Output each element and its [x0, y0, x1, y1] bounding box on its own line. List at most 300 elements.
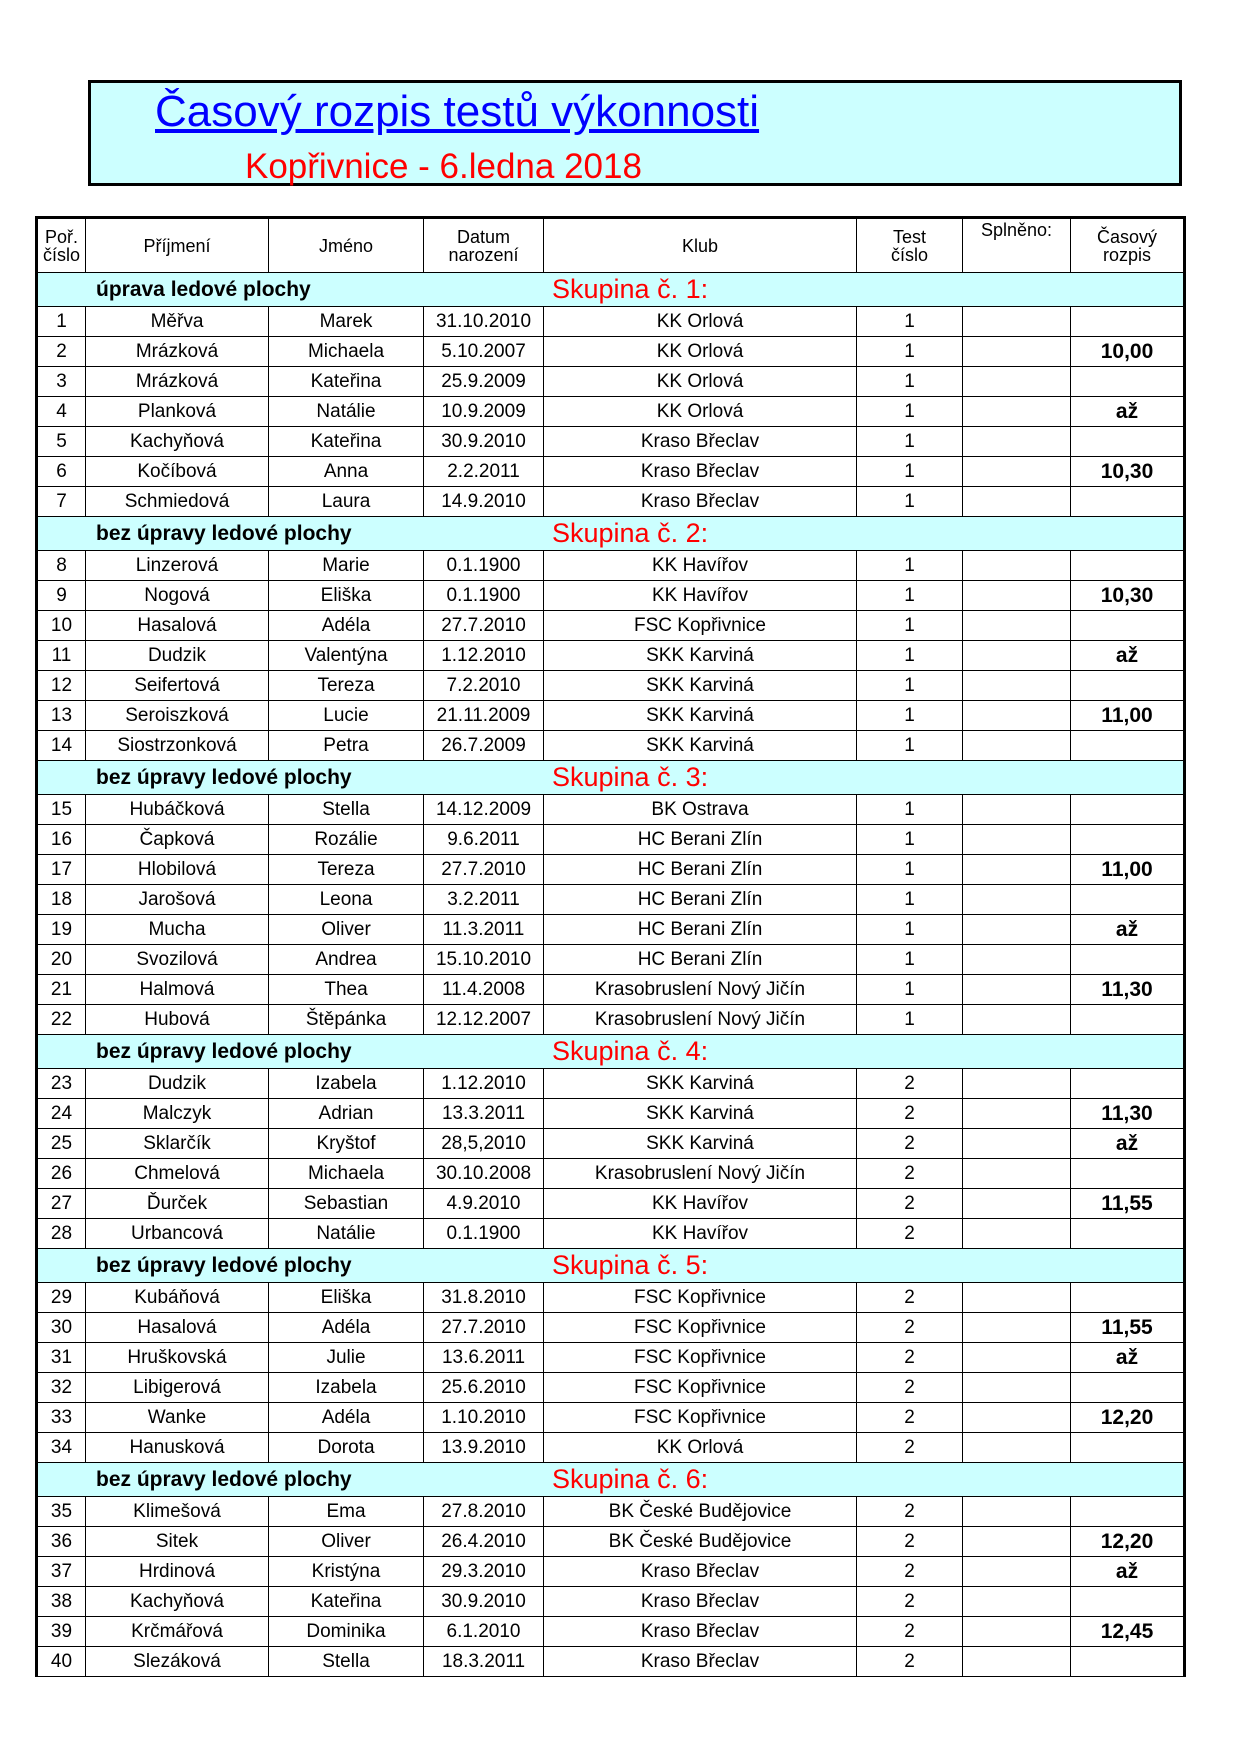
- cell-splneno: [963, 825, 1071, 855]
- cell-splneno: [963, 1403, 1071, 1433]
- group-header: [37, 1249, 1185, 1283]
- cell-jmeno: Kateřina: [269, 367, 424, 397]
- table-row: [37, 397, 1185, 427]
- cell-casovy: 12,20: [1071, 1527, 1185, 1557]
- cell-klub: BK Ostrava: [544, 795, 857, 825]
- cell-test: 2: [857, 1617, 963, 1647]
- cell-jmeno: Natálie: [269, 397, 424, 427]
- table-row: [37, 945, 1185, 975]
- cell-prijmeni: Jarošová: [86, 885, 269, 915]
- cell-por: 5: [37, 427, 86, 457]
- cell-narozeni: 27.7.2010: [424, 855, 544, 885]
- cell-por: 15: [37, 795, 86, 825]
- cell-por: 25: [37, 1129, 86, 1159]
- cell-casovy: [1071, 731, 1185, 761]
- cell-klub: KK Orlová: [544, 367, 857, 397]
- cell-por: 32: [37, 1373, 86, 1403]
- cell-por: 9: [37, 581, 86, 611]
- cell-splneno: [963, 367, 1071, 397]
- cell-jmeno: Eliška: [269, 1283, 424, 1313]
- cell-narozeni: 21.11.2009: [424, 701, 544, 731]
- cell-klub: KK Havířov: [544, 1189, 857, 1219]
- cell-narozeni: 30.9.2010: [424, 1587, 544, 1617]
- group-header: [37, 517, 1185, 551]
- title-box: [88, 80, 1182, 186]
- table-row: [37, 1497, 1185, 1527]
- group-ice-label: bez úpravy ledové plochy: [96, 1468, 352, 1491]
- cell-klub: HC Berani Zlín: [544, 855, 857, 885]
- cell-jmeno: Dominika: [269, 1617, 424, 1647]
- cell-por: 3: [37, 367, 86, 397]
- cell-jmeno: Adéla: [269, 1313, 424, 1343]
- cell-test: 1: [857, 337, 963, 367]
- cell-test: 2: [857, 1403, 963, 1433]
- table-row: [37, 671, 1185, 701]
- cell-test: 1: [857, 975, 963, 1005]
- cell-prijmeni: Kachyňová: [86, 1587, 269, 1617]
- cell-prijmeni: Malczyk: [86, 1099, 269, 1129]
- cell-test: 2: [857, 1069, 963, 1099]
- cell-por: 28: [37, 1219, 86, 1249]
- cell-splneno: [963, 855, 1071, 885]
- cell-splneno: [963, 1557, 1071, 1587]
- cell-splneno: [963, 1099, 1071, 1129]
- group-header: [37, 1463, 1185, 1497]
- cell-test: 2: [857, 1647, 963, 1677]
- table-row: [37, 487, 1185, 517]
- cell-splneno: [963, 457, 1071, 487]
- cell-narozeni: 7.2.2010: [424, 671, 544, 701]
- cell-splneno: [963, 1587, 1071, 1617]
- group-header-row: [37, 1463, 1185, 1497]
- cell-klub: KK Orlová: [544, 1433, 857, 1463]
- cell-casovy: až: [1071, 1343, 1185, 1373]
- cell-klub: Kraso Břeclav: [544, 457, 857, 487]
- cell-splneno: [963, 1527, 1071, 1557]
- cell-casovy: 11,30: [1071, 1099, 1185, 1129]
- cell-jmeno: Adrian: [269, 1099, 424, 1129]
- group-name: Skupina č. 5:: [552, 1250, 709, 1280]
- cell-casovy: 11,55: [1071, 1189, 1185, 1219]
- cell-prijmeni: Svozilová: [86, 945, 269, 975]
- cell-por: 23: [37, 1069, 86, 1099]
- table-row: [37, 307, 1185, 337]
- cell-jmeno: Kristýna: [269, 1557, 424, 1587]
- cell-casovy: [1071, 1433, 1185, 1463]
- cell-jmeno: Andrea: [269, 945, 424, 975]
- cell-por: 37: [37, 1557, 86, 1587]
- cell-narozeni: 13.9.2010: [424, 1433, 544, 1463]
- cell-jmeno: Laura: [269, 487, 424, 517]
- cell-por: 20: [37, 945, 86, 975]
- cell-por: 40: [37, 1647, 86, 1677]
- cell-prijmeni: Sitek: [86, 1527, 269, 1557]
- cell-splneno: [963, 1313, 1071, 1343]
- cell-klub: FSC Kopřivnice: [544, 1403, 857, 1433]
- cell-jmeno: Stella: [269, 1647, 424, 1677]
- cell-narozeni: 25.6.2010: [424, 1373, 544, 1403]
- cell-test: 1: [857, 307, 963, 337]
- cell-jmeno: Rozálie: [269, 825, 424, 855]
- cell-test: 1: [857, 825, 963, 855]
- cell-por: 19: [37, 915, 86, 945]
- cell-por: 39: [37, 1617, 86, 1647]
- cell-por: 22: [37, 1005, 86, 1035]
- cell-por: 18: [37, 885, 86, 915]
- table-row: [37, 1189, 1185, 1219]
- cell-por: 10: [37, 611, 86, 641]
- table-row: [37, 885, 1185, 915]
- cell-test: 1: [857, 457, 963, 487]
- cell-casovy: 10,30: [1071, 581, 1185, 611]
- cell-casovy: 11,00: [1071, 855, 1185, 885]
- cell-splneno: [963, 611, 1071, 641]
- col-header-casovy: Časový rozpis: [1071, 218, 1185, 273]
- cell-por: 12: [37, 671, 86, 701]
- table-row: [37, 731, 1185, 761]
- cell-jmeno: Izabela: [269, 1373, 424, 1403]
- cell-prijmeni: Kachyňová: [86, 427, 269, 457]
- cell-klub: KK Havířov: [544, 551, 857, 581]
- cell-por: 21: [37, 975, 86, 1005]
- cell-narozeni: 31.8.2010: [424, 1283, 544, 1313]
- cell-por: 14: [37, 731, 86, 761]
- cell-narozeni: 10.9.2009: [424, 397, 544, 427]
- cell-por: 17: [37, 855, 86, 885]
- cell-splneno: [963, 1283, 1071, 1313]
- cell-klub: SKK Karviná: [544, 731, 857, 761]
- table-row: [37, 1313, 1185, 1343]
- cell-narozeni: 14.12.2009: [424, 795, 544, 825]
- col-header-por: Poř. číslo: [37, 218, 86, 273]
- cell-splneno: [963, 671, 1071, 701]
- cell-por: 7: [37, 487, 86, 517]
- group-name: Skupina č. 3:: [552, 762, 709, 792]
- cell-klub: FSC Kopřivnice: [544, 1343, 857, 1373]
- cell-splneno: [963, 1189, 1071, 1219]
- table-row: [37, 701, 1185, 731]
- col-header-narozeni: Datum narození: [424, 218, 544, 273]
- group-ice-label: úprava ledové plochy: [96, 278, 311, 301]
- cell-por: 29: [37, 1283, 86, 1313]
- table-row: [37, 1219, 1185, 1249]
- cell-splneno: [963, 397, 1071, 427]
- cell-narozeni: 6.1.2010: [424, 1617, 544, 1647]
- cell-por: 8: [37, 551, 86, 581]
- table-row: [37, 1647, 1185, 1677]
- cell-por: 6: [37, 457, 86, 487]
- table-row: [37, 825, 1185, 855]
- cell-klub: KK Havířov: [544, 581, 857, 611]
- cell-casovy: [1071, 825, 1185, 855]
- cell-prijmeni: Hruškovská: [86, 1343, 269, 1373]
- cell-test: 2: [857, 1159, 963, 1189]
- cell-narozeni: 30.10.2008: [424, 1159, 544, 1189]
- group-header: [37, 273, 1185, 307]
- cell-jmeno: Natálie: [269, 1219, 424, 1249]
- table-row: [37, 1557, 1185, 1587]
- table-row: [37, 1099, 1185, 1129]
- cell-klub: Krasobruslení Nový Jičín: [544, 975, 857, 1005]
- table-row: [37, 795, 1185, 825]
- cell-test: 1: [857, 945, 963, 975]
- cell-prijmeni: Kubáňová: [86, 1283, 269, 1313]
- cell-jmeno: Dorota: [269, 1433, 424, 1463]
- group-header-row: [37, 1035, 1185, 1069]
- cell-klub: BK České Budějovice: [544, 1497, 857, 1527]
- cell-splneno: [963, 1069, 1071, 1099]
- col-header-test: Test číslo: [857, 218, 963, 273]
- col-header-splneno: Splněno:: [963, 218, 1071, 273]
- cell-prijmeni: Seroiszková: [86, 701, 269, 731]
- cell-jmeno: Leona: [269, 885, 424, 915]
- cell-por: 13: [37, 701, 86, 731]
- cell-casovy: [1071, 427, 1185, 457]
- cell-casovy: až: [1071, 915, 1185, 945]
- cell-casovy: 11,00: [1071, 701, 1185, 731]
- cell-splneno: [963, 551, 1071, 581]
- cell-test: 1: [857, 795, 963, 825]
- cell-por: 1: [37, 307, 86, 337]
- cell-jmeno: Petra: [269, 731, 424, 761]
- cell-test: 2: [857, 1343, 963, 1373]
- cell-casovy: [1071, 1005, 1185, 1035]
- cell-prijmeni: Halmová: [86, 975, 269, 1005]
- cell-narozeni: 3.2.2011: [424, 885, 544, 915]
- cell-splneno: [963, 487, 1071, 517]
- cell-narozeni: 11.4.2008: [424, 975, 544, 1005]
- cell-splneno: [963, 915, 1071, 945]
- cell-jmeno: Oliver: [269, 1527, 424, 1557]
- group-ice-label: bez úpravy ledové plochy: [96, 1254, 352, 1277]
- cell-jmeno: Stella: [269, 795, 424, 825]
- cell-por: 34: [37, 1433, 86, 1463]
- group-header-row: [37, 517, 1185, 551]
- cell-jmeno: Kateřina: [269, 1587, 424, 1617]
- page-subtitle: Kopřivnice - 6.ledna 2018: [245, 147, 642, 186]
- cell-test: 2: [857, 1373, 963, 1403]
- cell-test: 2: [857, 1283, 963, 1313]
- cell-casovy: až: [1071, 397, 1185, 427]
- cell-narozeni: 29.3.2010: [424, 1557, 544, 1587]
- cell-prijmeni: Hubáčková: [86, 795, 269, 825]
- cell-por: 36: [37, 1527, 86, 1557]
- table-row: [37, 1005, 1185, 1035]
- cell-jmeno: Marie: [269, 551, 424, 581]
- cell-klub: HC Berani Zlín: [544, 915, 857, 945]
- cell-casovy: [1071, 795, 1185, 825]
- cell-test: 1: [857, 885, 963, 915]
- cell-narozeni: 9.6.2011: [424, 825, 544, 855]
- cell-klub: Kraso Břeclav: [544, 427, 857, 457]
- cell-narozeni: 0.1.1900: [424, 1219, 544, 1249]
- cell-narozeni: 13.3.2011: [424, 1099, 544, 1129]
- group-name: Skupina č. 2:: [552, 518, 709, 548]
- cell-klub: FSC Kopřivnice: [544, 1373, 857, 1403]
- cell-klub: Krasobruslení Nový Jičín: [544, 1005, 857, 1035]
- cell-test: 1: [857, 611, 963, 641]
- cell-klub: KK Orlová: [544, 397, 857, 427]
- cell-narozeni: 15.10.2010: [424, 945, 544, 975]
- group-ice-label: bez úpravy ledové plochy: [96, 766, 352, 789]
- table-row: [37, 1587, 1185, 1617]
- cell-prijmeni: Hrdinová: [86, 1557, 269, 1587]
- cell-splneno: [963, 307, 1071, 337]
- cell-casovy: [1071, 367, 1185, 397]
- cell-splneno: [963, 1373, 1071, 1403]
- col-header-prijmeni: Příjmení: [86, 218, 269, 273]
- cell-jmeno: Oliver: [269, 915, 424, 945]
- cell-por: 2: [37, 337, 86, 367]
- cell-casovy: [1071, 1587, 1185, 1617]
- cell-jmeno: Tereza: [269, 855, 424, 885]
- cell-casovy: [1071, 1647, 1185, 1677]
- cell-jmeno: Kateřina: [269, 427, 424, 457]
- table-row: [37, 1069, 1185, 1099]
- cell-narozeni: 30.9.2010: [424, 427, 544, 457]
- cell-prijmeni: Sklarčík: [86, 1129, 269, 1159]
- cell-prijmeni: Dudzik: [86, 1069, 269, 1099]
- cell-prijmeni: Klimešová: [86, 1497, 269, 1527]
- cell-jmeno: Julie: [269, 1343, 424, 1373]
- table-row: [37, 1343, 1185, 1373]
- cell-prijmeni: Hasalová: [86, 1313, 269, 1343]
- cell-test: 1: [857, 427, 963, 457]
- cell-narozeni: 13.6.2011: [424, 1343, 544, 1373]
- cell-klub: SKK Karviná: [544, 671, 857, 701]
- cell-splneno: [963, 1617, 1071, 1647]
- cell-prijmeni: Hubová: [86, 1005, 269, 1035]
- cell-casovy: [1071, 551, 1185, 581]
- cell-jmeno: Ema: [269, 1497, 424, 1527]
- cell-narozeni: 31.10.2010: [424, 307, 544, 337]
- cell-jmeno: Michaela: [269, 1159, 424, 1189]
- table-row: [37, 611, 1185, 641]
- cell-narozeni: 0.1.1900: [424, 581, 544, 611]
- cell-por: 16: [37, 825, 86, 855]
- cell-casovy: [1071, 1159, 1185, 1189]
- cell-klub: KK Havířov: [544, 1219, 857, 1249]
- cell-test: 2: [857, 1099, 963, 1129]
- cell-casovy: 10,30: [1071, 457, 1185, 487]
- cell-casovy: 12,20: [1071, 1403, 1185, 1433]
- cell-casovy: 12,45: [1071, 1617, 1185, 1647]
- table-row: [37, 427, 1185, 457]
- cell-klub: KK Orlová: [544, 307, 857, 337]
- cell-test: 2: [857, 1587, 963, 1617]
- cell-klub: Krasobruslení Nový Jičín: [544, 1159, 857, 1189]
- cell-splneno: [963, 337, 1071, 367]
- cell-splneno: [963, 701, 1071, 731]
- cell-prijmeni: Linzerová: [86, 551, 269, 581]
- cell-jmeno: Anna: [269, 457, 424, 487]
- cell-klub: BK České Budějovice: [544, 1527, 857, 1557]
- cell-jmeno: Adéla: [269, 611, 424, 641]
- col-header-jmeno: Jméno: [269, 218, 424, 273]
- group-name: Skupina č. 6:: [552, 1464, 709, 1494]
- cell-jmeno: Štěpánka: [269, 1005, 424, 1035]
- cell-casovy: [1071, 487, 1185, 517]
- cell-narozeni: 28,5,2010: [424, 1129, 544, 1159]
- cell-test: 2: [857, 1527, 963, 1557]
- cell-prijmeni: Hlobilová: [86, 855, 269, 885]
- cell-test: 2: [857, 1129, 963, 1159]
- cell-casovy: až: [1071, 1129, 1185, 1159]
- cell-splneno: [963, 1497, 1071, 1527]
- cell-prijmeni: Nogová: [86, 581, 269, 611]
- cell-test: 1: [857, 731, 963, 761]
- cell-narozeni: 25.9.2009: [424, 367, 544, 397]
- cell-por: 30: [37, 1313, 86, 1343]
- cell-splneno: [963, 427, 1071, 457]
- cell-klub: HC Berani Zlín: [544, 945, 857, 975]
- cell-prijmeni: Schmiedová: [86, 487, 269, 517]
- cell-jmeno: Eliška: [269, 581, 424, 611]
- cell-prijmeni: Dudzik: [86, 641, 269, 671]
- group-ice-label: bez úpravy ledové plochy: [96, 522, 352, 545]
- cell-prijmeni: Mrázková: [86, 337, 269, 367]
- cell-test: 2: [857, 1433, 963, 1463]
- cell-narozeni: 27.7.2010: [424, 611, 544, 641]
- table-row: [37, 1433, 1185, 1463]
- cell-casovy: [1071, 885, 1185, 915]
- cell-narozeni: 27.7.2010: [424, 1313, 544, 1343]
- cell-splneno: [963, 1647, 1071, 1677]
- cell-jmeno: Tereza: [269, 671, 424, 701]
- cell-prijmeni: Hasalová: [86, 611, 269, 641]
- cell-narozeni: 11.3.2011: [424, 915, 544, 945]
- cell-klub: HC Berani Zlín: [544, 885, 857, 915]
- cell-narozeni: 4.9.2010: [424, 1189, 544, 1219]
- table-row: [37, 1373, 1185, 1403]
- cell-prijmeni: Wanke: [86, 1403, 269, 1433]
- cell-prijmeni: Libigerová: [86, 1373, 269, 1403]
- cell-klub: Kraso Břeclav: [544, 1617, 857, 1647]
- cell-splneno: [963, 975, 1071, 1005]
- group-header-row: [37, 1249, 1185, 1283]
- cell-por: 33: [37, 1403, 86, 1433]
- cell-test: 1: [857, 855, 963, 885]
- cell-test: 2: [857, 1219, 963, 1249]
- cell-narozeni: 27.8.2010: [424, 1497, 544, 1527]
- cell-klub: Kraso Břeclav: [544, 487, 857, 517]
- table-row: [37, 641, 1185, 671]
- page-title: Časový rozpis testů výkonnosti: [155, 87, 760, 136]
- cell-prijmeni: Čapková: [86, 825, 269, 855]
- cell-por: 38: [37, 1587, 86, 1617]
- cell-por: 35: [37, 1497, 86, 1527]
- cell-splneno: [963, 945, 1071, 975]
- cell-splneno: [963, 885, 1071, 915]
- cell-casovy: 11,55: [1071, 1313, 1185, 1343]
- cell-klub: SKK Karviná: [544, 701, 857, 731]
- cell-casovy: [1071, 1219, 1185, 1249]
- cell-test: 1: [857, 671, 963, 701]
- cell-test: 2: [857, 1189, 963, 1219]
- cell-casovy: až: [1071, 641, 1185, 671]
- cell-casovy: [1071, 307, 1185, 337]
- cell-test: 2: [857, 1313, 963, 1343]
- table-row: [37, 1527, 1185, 1557]
- cell-narozeni: 2.2.2011: [424, 457, 544, 487]
- header-row: [37, 218, 1185, 273]
- cell-test: 1: [857, 367, 963, 397]
- table-row: [37, 855, 1185, 885]
- cell-casovy: [1071, 1283, 1185, 1313]
- cell-prijmeni: Ďurček: [86, 1189, 269, 1219]
- table-row: [37, 975, 1185, 1005]
- cell-prijmeni: Kočíbová: [86, 457, 269, 487]
